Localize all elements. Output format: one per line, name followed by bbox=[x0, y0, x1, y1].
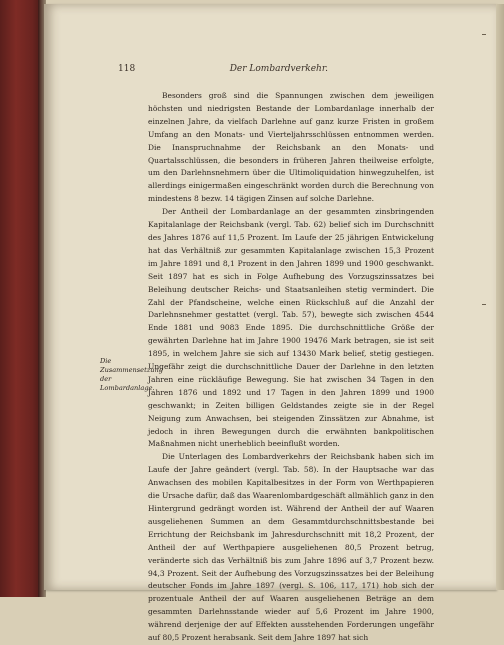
margin-note: Die Zusammensetzung der Lombardanlage. bbox=[100, 357, 163, 392]
page-stack-edge bbox=[496, 4, 504, 590]
body-text bbox=[148, 90, 434, 645]
page-edge-mark bbox=[482, 304, 486, 305]
paragraph: Besonders groß sind die Spannungen zwischen dem jeweiligen höchsten und niedrigsten Bestande der Lombardanlage innerhalb der einzelnen Jahre, da vielfach Darlehne auf ganz kurze Fristen in großem Umfang an den Monats- und Vierteljahrsschlüssen entnommen werden. Die Inanspruchnahme der Reichsbank an den Monats- und Quartalsschlüssen, die besonders in früheren Jahren theilweise erfolgte, um den Darlehnsnehmern über die Ultimoliquidation hinwegzuhelfen, ist allerdings einigermaßen eingeschränkt worden durch die Berechnung von mindestens 8 bezw. 14 tägigen Zinsen auf solche Darlehne. bbox=[148, 91, 434, 204]
running-title: Der Lombardverkehr. bbox=[229, 64, 328, 74]
paragraph: Die Unterlagen des Lombardverkehrs der Reichsbank haben sich im Laufe der Jahre geändert (vergl. Tab. 58). In der Hauptsache war das Anwachsen des mobilen Kapitalbesitzes in der Form von Werthpapieren die Ursache dafür, daß das Waarenlombardgeschäft allmählich ganz in den Hintergrund gedrängt worden ist. Während der Antheil der auf Waaren ausgeliehenen Summen an dem Gesammtdurchschnittsbestande bei Errichtung der Reichsbank im Jahresdurchschnitt mit 18,2 Prozent, der Antheil der auf Werthpapiere ausgeliehenen 80,5 Prozent betrug, veränderte sich das Verhältniß bis zum Jahre 1896 auf 3,7 Prozent bezw. 94,3 Prozent. Seit der Aufhebung des Vorzugszinssatzes bei der Beleihung deutscher Fonds im Jahre 1897 (vergl. S. 106, 117, 171) hob sich der prozentuale Antheil der auf Waaren ausgeliehenen Beträge an dem gesammten Darlehnsstande wieder auf 5,6 Prozent im Jahre 1900, während derjenige der auf Effekten ausstehenden Forderungen ungefähr auf 80,5 Prozent herabsank. Seit dem Jahre 1897 hat sich bbox=[148, 452, 434, 643]
running-header bbox=[118, 64, 328, 74]
paragraph: Der Antheil der Lombardanlage an der gesammten zinsbringenden Kapitalanlage der Reichsbank (vergl. Tab. 62) belief sich im Durchschnitt des Jahres 1876 auf 11,5 Prozent. Im Laufe der 25 jährigen Entwickelung hat das Verhältniß zur gesammten Kapitalanlage zwischen 15,3 Prozent im Jahre 1891 und 8,1 Prozent in den Jahren 1899 und 1900 geschwankt. Seit 1897 hat es sich in Folge Aufhebung des Vorzugszinssatzes bei Beleihung deutscher Reichs- und Staatsanleihen stetig vermindert. Die Zahl der Pfandscheine, welche einen Rückschluß auf die Anzahl der Darlehnsnehmer gestattet (vergl. Tab. 57), bewegte sich zwischen 4544 Ende 1881 und 9083 Ende 1895. Die durchschnittliche Größe der gewährten Darlehne hat im Jahre 1900 19476 Mark betragen, sie ist seit 1895, in welchem Jahre sie sich auf 13430 Mark belief, stetig gestiegen. Ungefähr zeigt die durchschnittliche Dauer der Darlehne in den letzten Jahren eine rückläufige Bewegung. Sie hat zwischen 34 Tagen in den Jahren 1876 und 1892 und 17 Tagen in den Jahren 1899 und 1900 geschwankt; in Zeiten billigen Geldstandes zeigte sie in der Regel Neigung zum Anwachsen, bei steigenden Zinssätzen zur Abnahme, ist jedoch in ihren Bewegungen durch die erwähnten bankpolitischen Maßnahmen nicht unerheblich beeinflußt worden. bbox=[148, 207, 434, 449]
page-edge-mark bbox=[482, 34, 486, 35]
page-number: 118 bbox=[118, 64, 136, 74]
